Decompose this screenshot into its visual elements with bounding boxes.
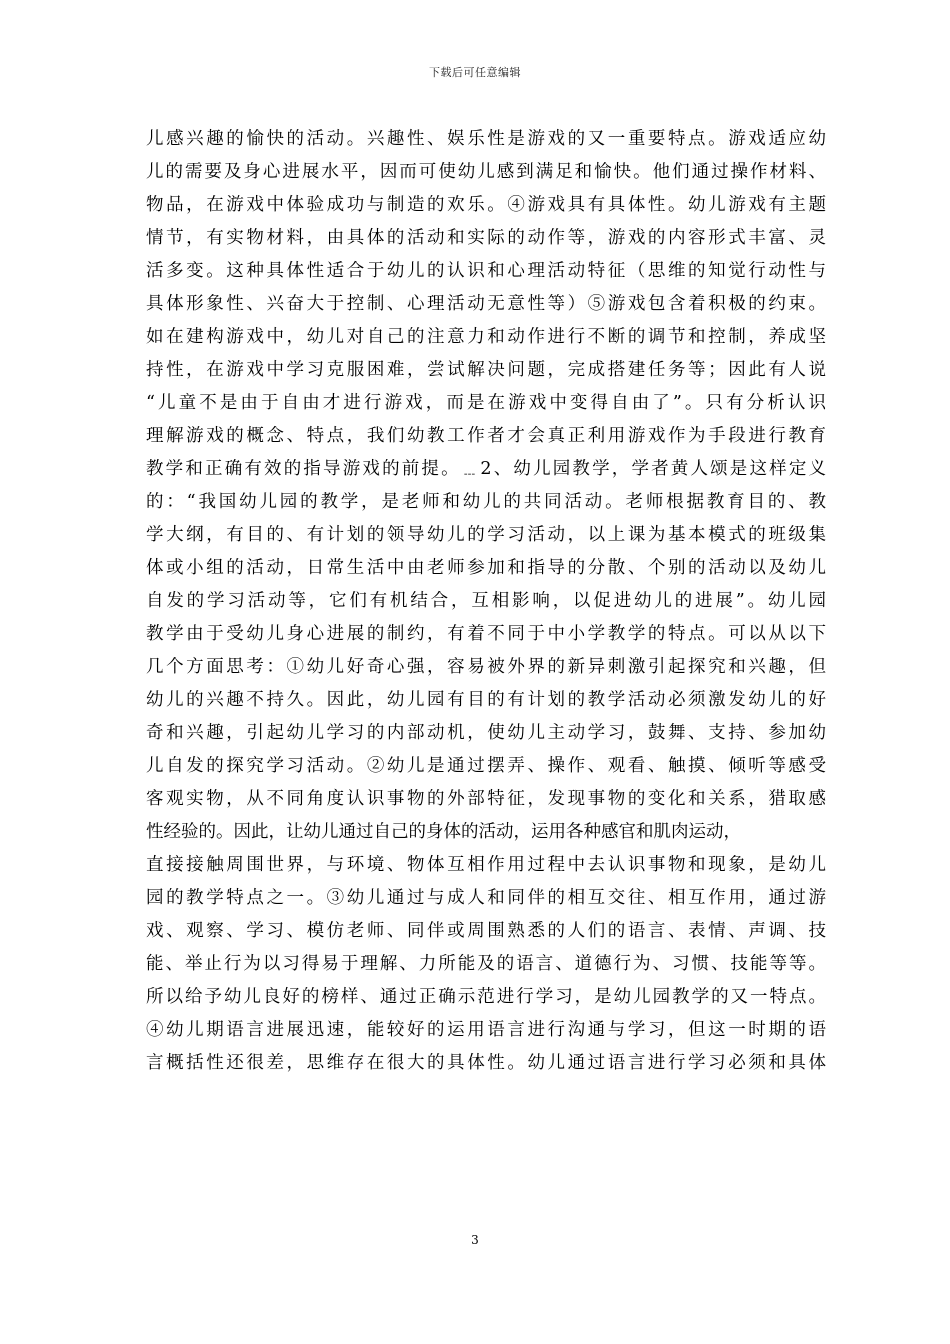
text-line: 奇和兴趣，引起幼儿学习的内部动机，使幼儿主动学习，鼓舞、支持、参加幼 xyxy=(146,723,826,743)
text-line: 理解游戏的概念、特点，我们幼教工作者才会真正利用游戏作为手段进行教育 xyxy=(146,426,826,446)
document-body xyxy=(146,123,826,1080)
text-line: 物品，在游戏中体验成功与制造的欢乐。④游戏具有具体性。幼儿游戏有主题 xyxy=(146,195,826,215)
text-line: 幼儿的兴趣不持久。因此，幼儿园有目的有计划的教学活动必须激发幼儿的好 xyxy=(146,690,826,710)
text-line: 具体形象性、兴奋大于控制、心理活动无意性等）⑤游戏包含着积极的约束。 xyxy=(146,294,826,314)
text-line: 园的教学特点之一。③幼儿通过与成人和同伴的相互交往、相互作用，通过游 xyxy=(146,888,826,908)
text-line: 的：“我国幼儿园的教学，是老师和幼儿的共同活动。老师根据教育目的、教 xyxy=(146,492,826,512)
text-line: 性经验的。因此，让幼儿通过自己的身体的活动，运用各种感官和肌肉运动， xyxy=(146,822,741,842)
text-line: 能、举止行为以习得易于理解、力所能及的语言、道德行为、习惯、技能等等。 xyxy=(146,954,826,974)
text-line: 如在建构游戏中，幼儿对自己的注意力和动作进行不断的调节和控制，养成坚 xyxy=(146,327,826,347)
page-number: 3 xyxy=(471,1233,479,1247)
text-line: “儿童不是由于自由才进行游戏，而是在游戏中变得自由了”。只有分析认识 xyxy=(146,393,826,413)
text-line: 活多变。这种具体性适合于幼儿的认识和心理活动特征（思维的知觉行动性与 xyxy=(146,261,826,281)
text-line: 直接接触周围世界，与环境、物体互相作用过程中去认识事物和现象，是幼儿 xyxy=(146,855,826,875)
text-line: 所以给予幼儿良好的榜样、通过正确示范进行学习，是幼儿园教学的又一特点。 xyxy=(146,987,826,1007)
text-line: 几个方面思考：①幼儿好奇心强，容易被外界的新异刺激引起探究和兴趣，但 xyxy=(146,657,826,677)
text-line: 情节，有实物材料，由具体的活动和实际的动作等，游戏的内容形式丰富、灵 xyxy=(146,228,826,248)
text-line: 教学和正确有效的指导游戏的前提。﹍2、幼儿园教学，学者黄人颂是这样定义 xyxy=(146,459,826,479)
text-line: 学大纲，有目的、有计划的领导幼儿的学习活动，以上课为基本模式的班级集 xyxy=(146,525,826,545)
text-line: 言概括性还很差，思维存在很大的具体性。幼儿通过语言进行学习必须和具体 xyxy=(146,1053,826,1073)
text-line: 持性，在游戏中学习克服困难，尝试解决问题，完成搭建任务等；因此有人说 xyxy=(146,360,826,380)
text-line: 儿自发的探究学习活动。②幼儿是通过摆弄、操作、观看、触摸、倾听等感受 xyxy=(146,756,826,776)
text-line: 教学由于受幼儿身心进展的制约，有着不同于中小学教学的特点。可以从以下 xyxy=(146,624,826,644)
text-line: 儿的需要及身心进展水平，因而可使幼儿感到满足和愉快。他们通过操作材料、 xyxy=(146,162,826,182)
text-line: 戏、观察、学习、模仿老师、同伴或周围熟悉的人们的语言、表情、声调、技 xyxy=(146,921,826,941)
page-header: 下载后可任意编辑 xyxy=(429,66,521,79)
text-line: ④幼儿期语言进展迅速，能较好的运用语言进行沟通与学习，但这一时期的语 xyxy=(146,1020,826,1040)
text-line: 自发的学习活动等，它们有机结合，互相影响，以促进幼儿的进展”。幼儿园 xyxy=(146,591,826,611)
text-line: 儿感兴趣的愉快的活动。兴趣性、娱乐性是游戏的又一重要特点。游戏适应幼 xyxy=(146,129,826,149)
text-line: 客观实物，从不同角度认识事物的外部特征，发现事物的变化和关系，猎取感 xyxy=(146,789,826,809)
text-line: 体或小组的活动，日常生活中由老师参加和指导的分散、个别的活动以及幼儿 xyxy=(146,558,826,578)
